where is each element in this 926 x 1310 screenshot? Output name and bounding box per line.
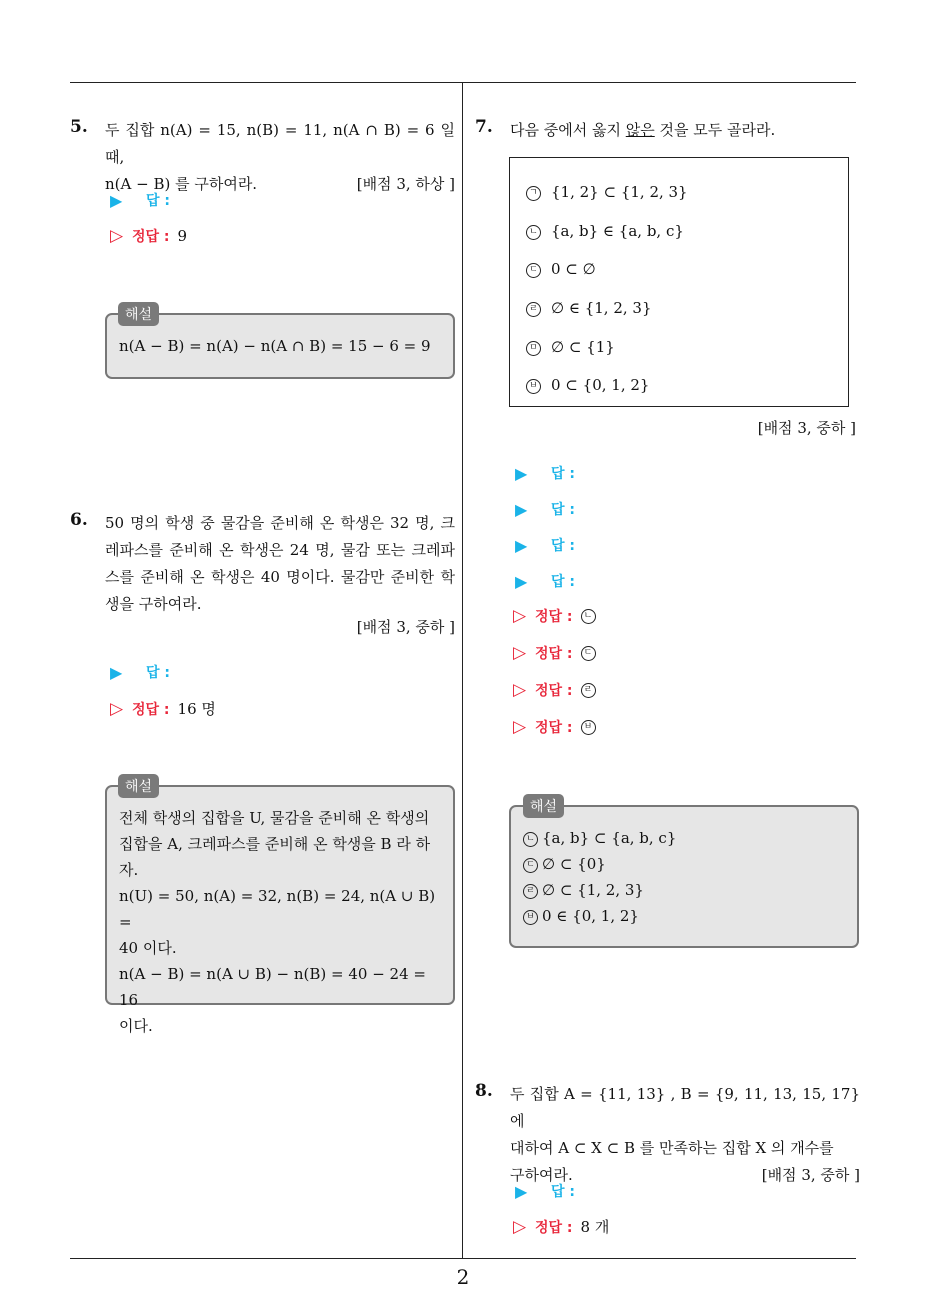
answer-row[interactable] bbox=[110, 662, 170, 682]
answer-row[interactable] bbox=[515, 1181, 575, 1201]
question-text-part: 다음 중에서 옳지 bbox=[510, 121, 626, 139]
filled-triangle-icon: ▶ bbox=[515, 1181, 528, 1201]
correct-answer-row bbox=[513, 643, 606, 663]
choice-item bbox=[526, 338, 615, 356]
solution-line: n(U) = 50, n(A) = 32, n(B) = 24, n(A ∪ B) = bbox=[119, 887, 436, 931]
solution-line: n(A − B) = n(A ∪ B) − n(B) = 40 − 24 = 16 bbox=[119, 965, 426, 1009]
circled-letter-icon: ㅂ bbox=[581, 720, 596, 735]
solution-line: 40 이다. bbox=[119, 939, 177, 957]
correct-label: 정답 : bbox=[535, 646, 573, 662]
solution-box bbox=[105, 785, 455, 1035]
solution-expr: 0 ∈ {0, 1, 2} bbox=[542, 907, 639, 925]
solution-line: 자. bbox=[119, 861, 139, 879]
circled-letter-icon: ㄹ bbox=[581, 683, 596, 698]
correct-value: 16 명 bbox=[177, 700, 216, 718]
choice-expr: {1, 2} ⊂ {1, 2, 3} bbox=[551, 183, 688, 201]
question-text bbox=[510, 1081, 860, 1189]
answer-row[interactable] bbox=[515, 463, 575, 483]
solution-tag: 해설 bbox=[118, 302, 159, 326]
circled-letter-icon: ㅂ bbox=[526, 379, 541, 394]
solution-tag: 해설 bbox=[118, 774, 159, 798]
outline-triangle-icon: ▷ bbox=[513, 717, 527, 737]
top-rule bbox=[70, 82, 856, 83]
outline-triangle-icon: ▷ bbox=[513, 606, 527, 626]
solution-line bbox=[523, 825, 676, 851]
score-label: [배점 3, 중하 ] bbox=[757, 419, 856, 437]
circled-letter-icon: ㄷ bbox=[526, 263, 541, 278]
correct-label: 정답 : bbox=[535, 609, 573, 625]
circled-letter-icon: ㄷ bbox=[523, 858, 538, 873]
solution-line bbox=[523, 877, 676, 903]
answer-label: 답 : bbox=[551, 574, 575, 590]
filled-triangle-icon: ▶ bbox=[515, 463, 528, 483]
circled-letter-icon: ㄹ bbox=[523, 884, 538, 899]
solution-box bbox=[509, 805, 859, 948]
solution-line bbox=[523, 903, 676, 929]
solution-line: 전체 학생의 집합을 U, 물감을 준비해 온 학생의 bbox=[119, 809, 430, 827]
question-text-part: 것을 모두 골라라. bbox=[654, 121, 776, 139]
bottom-rule bbox=[70, 1258, 856, 1259]
column-divider bbox=[462, 83, 463, 1258]
choice-item bbox=[526, 222, 684, 240]
solution-line: 이다. bbox=[119, 1017, 153, 1035]
solution-expr: {a, b} ⊂ {a, b, c} bbox=[542, 829, 677, 847]
outline-triangle-icon: ▷ bbox=[513, 643, 527, 663]
outline-triangle-icon: ▷ bbox=[110, 226, 124, 246]
correct-answer-row bbox=[513, 717, 606, 737]
correct-value: 9 bbox=[177, 227, 188, 245]
circled-letter-icon: ㅁ bbox=[526, 341, 541, 356]
correct-answer-row bbox=[513, 606, 606, 626]
choice-expr: 0 ⊂ ∅ bbox=[551, 260, 596, 278]
filled-triangle-icon: ▶ bbox=[515, 499, 528, 519]
correct-answer-row bbox=[110, 226, 187, 246]
filled-triangle-icon: ▶ bbox=[110, 190, 123, 210]
solution-text bbox=[523, 825, 676, 929]
question-line: 두 집합 n(A) = 15, n(B) = 11, n(A ∩ B) = 6 일 때, bbox=[105, 121, 455, 166]
question-line: 대하여 A ⊂ X ⊂ B 를 만족하는 집합 X 의 개수를 bbox=[510, 1139, 834, 1157]
choice-item bbox=[526, 376, 649, 394]
correct-label: 정답 : bbox=[535, 683, 573, 699]
outline-triangle-icon: ▷ bbox=[513, 1216, 527, 1237]
circled-letter-icon: ㅂ bbox=[523, 910, 538, 925]
correct-label: 정답 : bbox=[535, 1219, 573, 1236]
choice-item bbox=[526, 183, 688, 201]
circled-letter-icon: ㄷ bbox=[581, 646, 596, 661]
question-number: 8. bbox=[475, 1081, 493, 1101]
solution-tag: 해설 bbox=[523, 794, 564, 818]
question-text bbox=[510, 117, 860, 144]
circled-letter-icon: ㄱ bbox=[526, 186, 541, 201]
answer-row[interactable] bbox=[515, 499, 575, 519]
outline-triangle-icon: ▷ bbox=[513, 680, 527, 700]
score-label: [배점 3, 중하 ] bbox=[356, 618, 455, 636]
choice-expr: ∅ ⊂ {1} bbox=[551, 338, 615, 356]
question-line: 구하여라. bbox=[510, 1166, 573, 1184]
answer-label: 답 : bbox=[551, 1184, 575, 1200]
answer-label: 답 : bbox=[146, 193, 170, 209]
answer-row[interactable] bbox=[110, 190, 170, 210]
choice-item bbox=[526, 299, 652, 317]
page-number: 2 bbox=[456, 1265, 470, 1289]
answer-row[interactable] bbox=[515, 571, 575, 591]
outline-triangle-icon: ▷ bbox=[110, 698, 124, 719]
score-label: [배점 3, 중하 ] bbox=[761, 1166, 860, 1184]
filled-triangle-icon: ▶ bbox=[515, 535, 528, 555]
filled-triangle-icon: ▶ bbox=[515, 571, 528, 591]
circled-letter-icon: ㄴ bbox=[526, 225, 541, 240]
correct-value: 8 개 bbox=[580, 1218, 610, 1236]
choice-expr: ∅ ∈ {1, 2, 3} bbox=[551, 299, 652, 317]
solution-expr: ∅ ⊂ {0} bbox=[542, 855, 606, 873]
correct-answer-row bbox=[513, 1216, 609, 1237]
correct-answer-row bbox=[110, 698, 216, 719]
question-text: 50 명의 학생 중 물감을 준비해 온 학생은 32 명, 크레파스를 준비해 온 학생은 24 명, 물감 또는 크레파스를 준비해 온 학생은 40 명이다. 물감만 준비한 학생을 구하여라. bbox=[105, 514, 455, 613]
solution-line: 집합을 A, 크레파스를 준비해 온 학생을 B 라 하 bbox=[119, 835, 431, 853]
answer-label: 답 : bbox=[551, 538, 575, 554]
correct-label: 정답 : bbox=[535, 720, 573, 736]
question-number: 7. bbox=[475, 117, 493, 137]
correct-answer-row bbox=[513, 680, 606, 700]
correct-label: 정답 : bbox=[132, 701, 170, 718]
question-number: 5. bbox=[70, 117, 88, 137]
score-label: [배점 3, 하상 ] bbox=[356, 175, 455, 193]
answer-label: 답 : bbox=[551, 502, 575, 518]
choice-expr: {a, b} ∈ {a, b, c} bbox=[551, 222, 684, 240]
question-number: 6. bbox=[70, 510, 88, 530]
filled-triangle-icon: ▶ bbox=[110, 662, 123, 682]
solution-text bbox=[119, 805, 441, 1039]
underlined-word: 않은 bbox=[625, 121, 655, 139]
choices-frame bbox=[509, 157, 849, 407]
circled-letter-icon: ㄴ bbox=[581, 609, 596, 624]
circled-letter-icon: ㄴ bbox=[523, 832, 538, 847]
answer-label: 답 : bbox=[146, 665, 170, 681]
answer-row[interactable] bbox=[515, 535, 575, 555]
solution-line bbox=[523, 851, 676, 877]
choice-item bbox=[526, 260, 596, 278]
question-line: n(A − B) 를 구하여라. bbox=[105, 175, 258, 193]
question-text bbox=[105, 117, 455, 198]
circled-letter-icon: ㄹ bbox=[526, 302, 541, 317]
choice-expr: 0 ⊂ {0, 1, 2} bbox=[551, 376, 650, 394]
answer-label: 답 : bbox=[551, 466, 575, 482]
question-line: 두 집합 A = {11, 13} , B = {9, 11, 13, 15, 17} 에 bbox=[510, 1085, 860, 1130]
correct-label: 정답 : bbox=[132, 229, 170, 245]
solution-expr: ∅ ⊂ {1, 2, 3} bbox=[542, 881, 644, 899]
solution-text: n(A − B) = n(A) − n(A ∩ B) = 15 − 6 = 9 bbox=[119, 337, 431, 355]
